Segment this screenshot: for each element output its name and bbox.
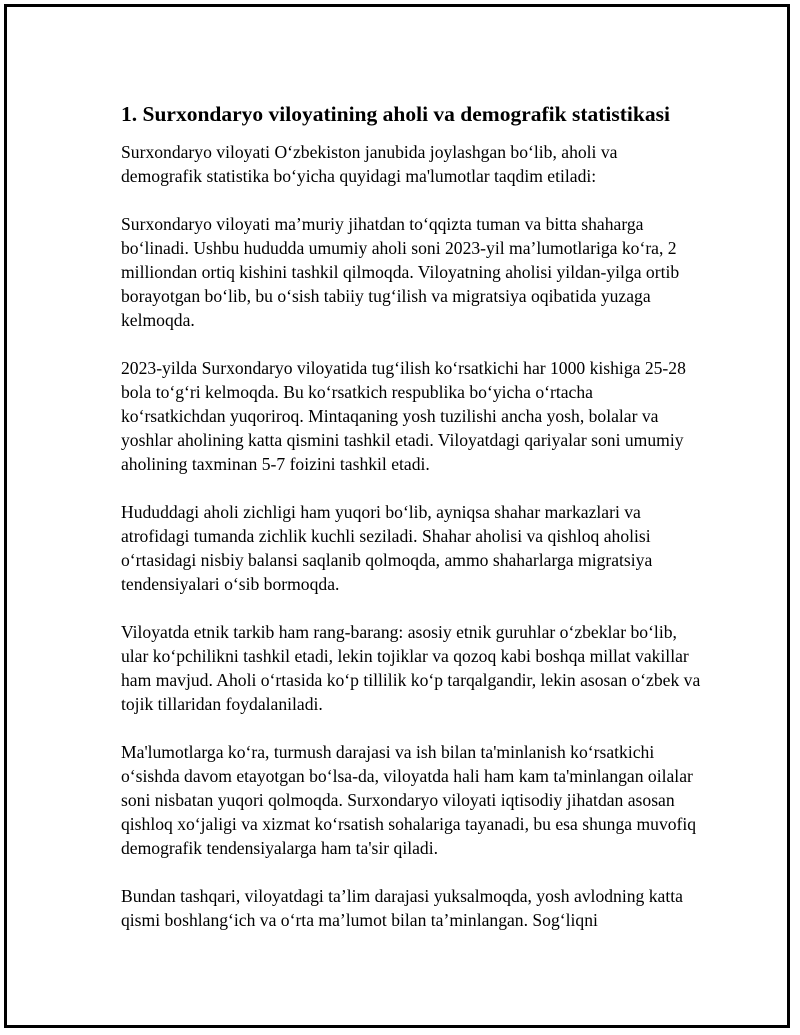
- paragraph-density: Hududdagi aholi zichligi ham yuqori bo‘lib, ayniqsa shahar markazlari va atrofidagi tumanda zichlik kuchli seziladi. Shahar aholisi va qishloq aholisi o‘rtasidagi nisbiy balansi saqlanib qolmoqda, ammo shaharlarga migratsiya tendensiyalari o‘sib bormoqda.: [121, 502, 653, 594]
- paragraph-administrative: Surxondaryo viloyati ma’muriy jihatdan to‘qqizta tuman va bitta shaharga bo‘linadi. Ushbu hududda umumiy aholi soni 2023-yil ma’lumotlariga ko‘ra, 2 milliondan ortiq kishini tashkil qilmoqda. Viloyatning aholisi yildan-yilga ortib borayotgan bo‘lib, bu o‘sish tabiiy tug‘ilish va migratsiya oqibatida yuzaga kelmoqda.: [121, 214, 680, 330]
- paragraph-intro: Surxondaryo viloyati O‘zbekiston janubida joylashgan bo‘lib, aholi va demografik statistika bo‘yicha quyidagi ma'lumotlar taqdim etiladi:: [121, 142, 618, 186]
- document-body: [121, 100, 701, 956]
- paragraph-education: Bundan tashqari, viloyatdagi ta’lim darajasi yuksalmoqda, yosh avlodning katta qismi boshlang‘ich va o‘rta ma’lumot bilan ta’minlangan. Sog‘liqni: [121, 886, 683, 930]
- paragraph-birth-rate: 2023-yilda Surxondaryo viloyatida tug‘ilish ko‘rsatkichi har 1000 kishiga 25-28 bola to‘g‘ri kelmoqda. Bu ko‘rsatkich respublika bo‘yicha o‘rtacha ko‘rsatkichdan yuqoriroq. Mintaqaning yosh tuzilishi ancha yosh, bolalar va yoshlar aholining katta qismini tashkil etadi. Viloyatdagi qariyalar soni umumiy aholining taxminan 5-7 foizini tashkil etadi.: [121, 358, 686, 474]
- paragraph-ethnic: Viloyatda etnik tarkib ham rang-barang: asosiy etnik guruhlar o‘zbeklar bo‘lib, ular ko‘pchilikni tashkil etadi, lekin tojiklar va qozoq kabi boshqa millat vakillar ham mavjud. Aholi o‘rtasida ko‘p tillilik ko‘p tarqalgandir, lekin asosan o‘zbek va tojik tillaridan foydalaniladi.: [121, 622, 701, 714]
- page-frame: [4, 4, 790, 1028]
- paragraph-living-standard: Ma'lumotlarga ko‘ra, turmush darajasi va ish bilan ta'minlanish ko‘rsatkichi o‘sishda davom etayotgan bo‘lsa-da, viloyatda hali ham kam ta'minlangan oilalar soni nisbatan yuqori qolmoqda. Surxondaryo viloyati iqtisodiy jihatdan asosan qishloq xo‘jaligi va xizmat ko‘rsatish sohalariga tayanadi, bu esa shunga muvofiq demografik tendensiyalarga ham ta'sir qiladi.: [121, 742, 697, 858]
- section-heading: 1. Surxondaryo viloyatining aholi va demografik statistikasi: [121, 102, 670, 126]
